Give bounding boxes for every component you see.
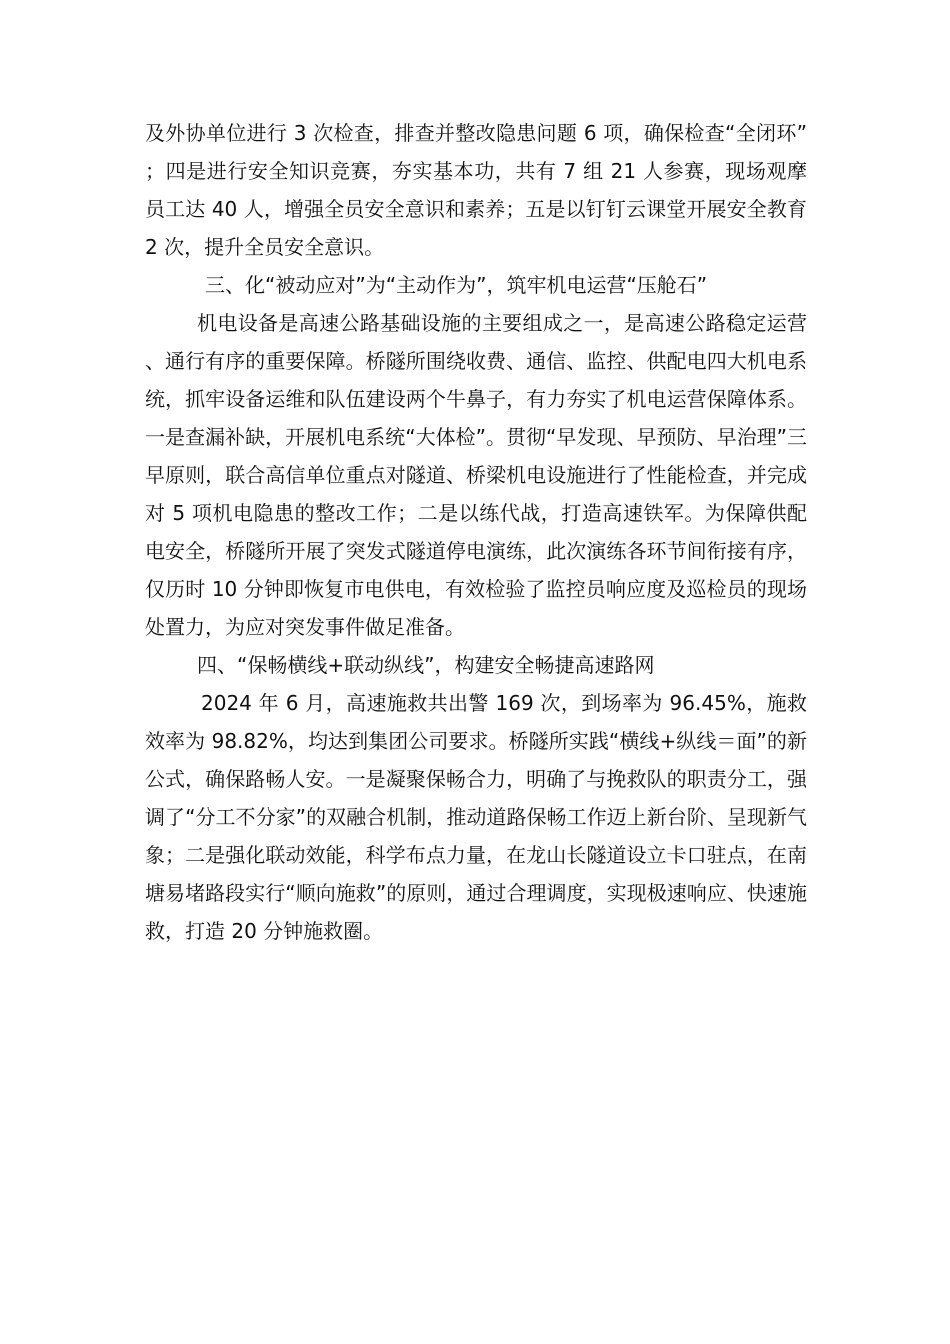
section-heading-3: 三、化“被动应对”为“主动作为”，筑牢机电运营“压舱石” (205, 273, 708, 297)
paragraph-continued: 及外协单位进行 3 次检查，排查并整改隐患问题 6 项，确保检查“全闭环”；四是进行安全知识竞赛，夯实基本功，共有 7 组 21 人参赛，现场观摩员工达 40 人，增强全员安全意识和素养；五是以钉钉云课堂开展安全教育 2 次，提升全员安全意识。 (145, 121, 807, 259)
document-body (145, 114, 807, 950)
section-heading-4: 四、“保畅横线+联动纵线”，构建安全畅捷高速路网 (197, 653, 655, 677)
paragraph-rescue: 2024 年 6 月，高速施救共出警 169 次，到场率为 96.45%，施救效率为 98.82%，均达到集团公司要求。桥隧所实践“横线+纵线＝面”的新公式，确保路畅人安。一是凝聚保畅合力，明确了与挽救队的职责分工，强调了“分工不分家”的双融合机制，推动道路保畅工作迈上新台阶、呈现新气象；二是强化联动效能，科学布点力量，在龙山长隧道设立卡口驻点，在南塘易堵路段实行“顺向施救”的原则，通过合理调度，实现极速响应、快速施救，打造 20 分钟施救圈。 (145, 691, 807, 943)
paragraph-electromechanical: 机电设备是高速公路基础设施的主要组成之一，是高速公路稳定运营、通行有序的重要保障。桥隧所围绕收费、通信、监控、供配电四大机电系统，抓牢设备运维和队伍建设两个牛鼻子，有力夯实了机电运营保障体系。一是查漏补缺，开展机电系统“大体检”。贯彻“早发现、早预防、早治理”三早原则，联合高信单位重点对隧道、桥梁机电设施进行了性能检查，并完成对 5 项机电隐患的整改工作；二是以练代战，打造高速铁军。为保障供配电安全，桥隧所开展了突发式隧道停电演练，此次演练各环节间衔接有序，仅历时 10 分钟即恢复市电供电，有效检验了监控员响应度及巡检员的现场处置力，为应对突发事件做足准备。 (145, 311, 807, 639)
